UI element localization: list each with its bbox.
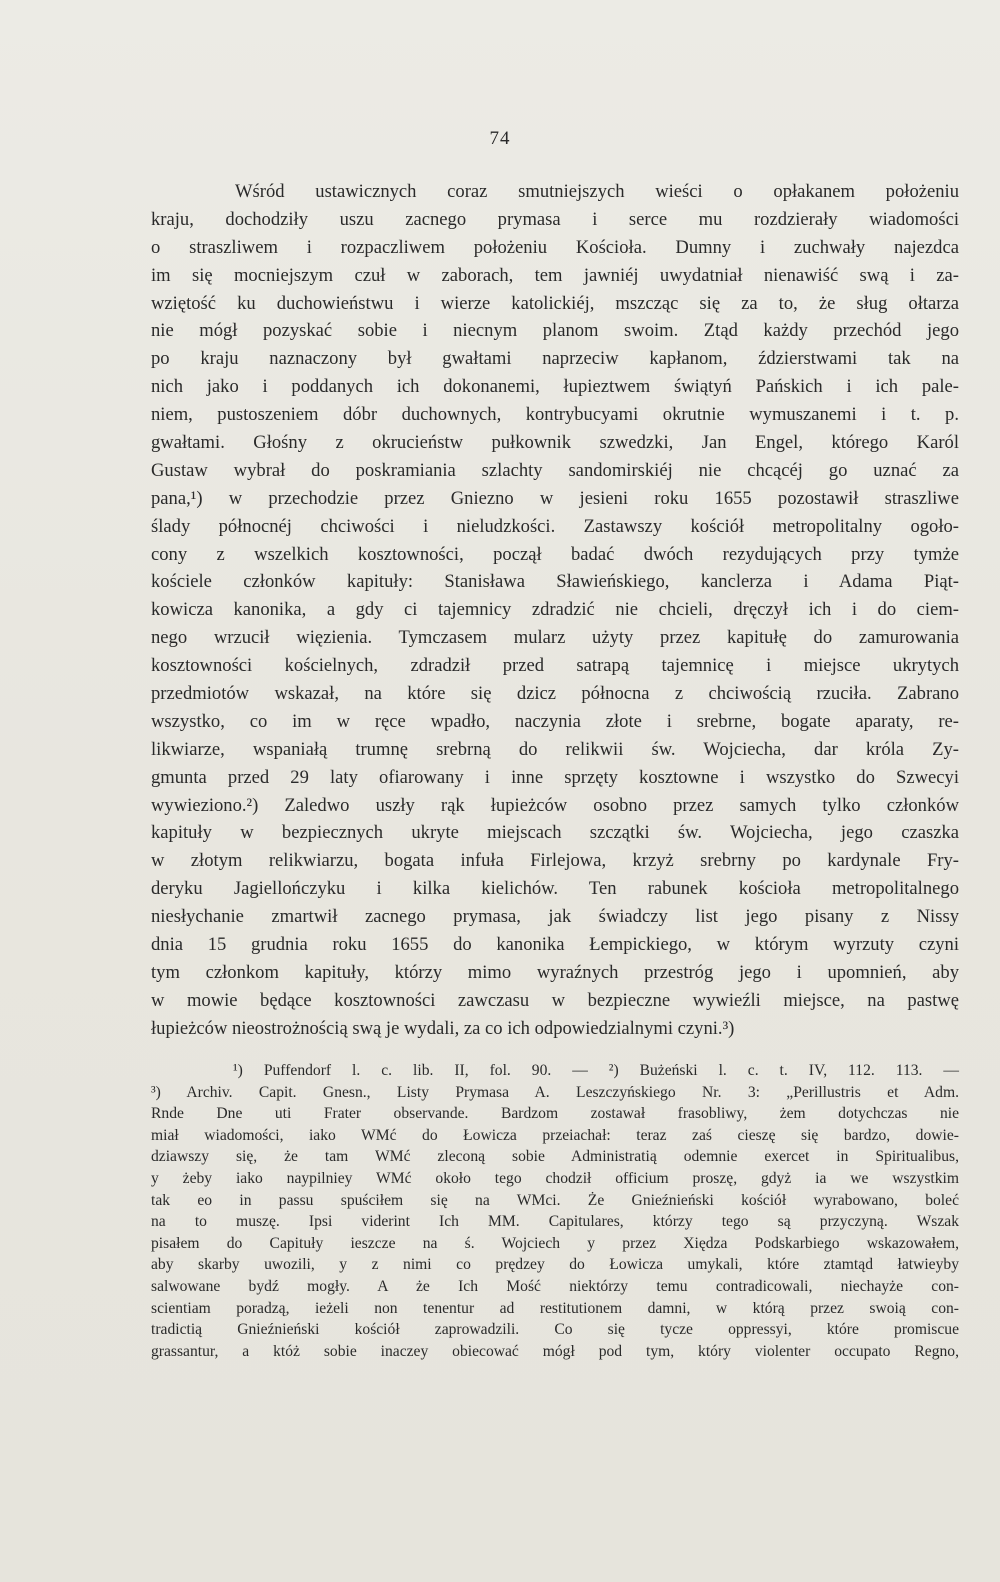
footnote-line: miał wiadomości, iako WMć do Łowicza przeiachał: teraz zaś cieszę się bardzo, dowie- <box>151 1126 959 1144</box>
text-line: wywieziono.²) Zaledwo uszły rąk łupieżców osobno przez samych tylko członków <box>151 794 959 816</box>
text-line: nie mógł pozyskać sobie i niecnym planom swoim. Ztąd każdy przechód jego <box>151 320 959 342</box>
text-line: pana,¹) w przechodzie przez Gniezno w jesieni roku 1655 pozostawił straszliwe <box>151 487 959 509</box>
text-line: kraju, dochodziły uszu zacnego prymasa i serce mu rozdzierały wiadomości <box>151 208 959 230</box>
text-line: im się mocniejszym czuł w zaborach, tem jawniéj uwydatniał nienawiść swą i za- <box>151 264 959 286</box>
text-line: kosztowności kościelnych, zdradził przed satrapą tajemnicę i miejsce ukrytych <box>151 655 959 677</box>
footnote-line: Rnde Dne uti Frater observande. Bardzom zostawał frasobliwy, żem dotychczas nie <box>151 1105 959 1123</box>
main-text <box>151 178 959 1043</box>
text-line: o straszliwem i rozpaczliwem położeniu Kościoła. Dumny i zuchwały najezdca <box>151 236 959 258</box>
footnote-line: scientiam poradzą, ieżeli non tenentur ad restitutionem damni, w którą przez swoią con- <box>151 1299 959 1317</box>
text-line: dnia 15 grudnia roku 1655 do kanonika Łempickiego, w którym wyrzuty czyni <box>151 934 959 956</box>
footnote-line: y żeby iako naypilniey WMć około tego chodził officium proszę, gdyż ia we wszystkim <box>151 1169 959 1187</box>
text-line: cony z wszelkich kosztowności, począł badać dwóch rezydujących przy tymże <box>151 543 959 565</box>
text-line: kowicza kanonika, a gdy ci tajemnicy zdradzić nie chcieli, dręczył ich i do ciem- <box>151 599 959 621</box>
text-line: Wśród ustawicznych coraz smutniejszych wieści o opłakanem położeniu <box>235 181 959 202</box>
text-line: przedmiotów wskazał, na które się dzicz północna z chciwością rzuciła. Zabrano <box>151 683 959 705</box>
footnote-line: pisałem do Capituły ieszcze na ś. Wojciech y przez Xiędza Podskarbiego wskazowałem, <box>151 1234 959 1252</box>
footnote-line: ³) Archiv. Capit. Gnesn., Listy Prymasa A. Leszczyńskiego Nr. 3: „Perillustris et Adm. <box>151 1083 959 1101</box>
text-line: tym członkom kapituły, którzy mimo wyraźnych przestróg jego i upomnień, aby <box>151 961 959 983</box>
text-line: kościele członków kapituły: Stanisława Sławieńskiego, kanclerza i Adama Piąt- <box>151 571 959 593</box>
text-line: deryku Jagiellończyku i kilka kielichów. Ten rabunek kościoła metropolitalnego <box>151 878 959 900</box>
text-line: likwiarze, wspaniałą trumnę srebrną do relikwii św. Wojciecha, dar króla Zy- <box>151 738 959 760</box>
footnote-line: ¹) Puffendorf l. c. lib. II, fol. 90. — ²) Bużeński l. c. t. IV, 112. 113. — <box>233 1062 959 1079</box>
footnote-line: tradictią Gnieźnieński kościół zaprowadzili. Co się tycze oppressyi, które promiscue <box>151 1321 959 1339</box>
text-line: po kraju naznaczony był gwałtami naprzeciw kapłanom, ździerstwami tak na <box>151 348 959 370</box>
text-line: w złotym relikwiarzu, bogata infuła Firlejowa, krzyż srebrny po kardynale Fry- <box>151 850 959 872</box>
text-line: w mowie będące kosztowności zawczasu w bezpieczne wywieźli miejsce, na pastwę <box>151 989 959 1011</box>
text-line: kapituły w bezpiecznych ukryte miejscach szczątki św. Wojciecha, jego czaszka <box>151 822 959 844</box>
text-line: gwałtami. Głośny z okrucieństw pułkownik szwedzki, Jan Engel, którego Karól <box>151 432 959 454</box>
text-line: Gustaw wybrał do poskramiania szlachty sandomirskiéj nie chcącéj go uznać za <box>151 459 959 481</box>
text-line: wszystko, co im w ręce wpadło, naczynia złote i srebrne, bogate aparaty, re- <box>151 710 959 732</box>
text-line: łupieżców nieostrożnością swą je wydali, za co ich odpowiedzialnymi czyni.³) <box>151 1017 735 1039</box>
footnote-line: grassantur, a któż sobie inaczey obiecować mógł pod tym, który violenter occupato Regno, <box>151 1342 959 1360</box>
footnote-line: dziawszy się, że tam WMć zleconą sobie Administratią odemnie exercet in Spiritualibus, <box>151 1148 959 1166</box>
footnotes <box>151 1060 959 1362</box>
footnote-line: na to muszę. Ipsi viderint Ich MM. Capitulares, którzy tego są przyczyną. Wszak <box>151 1213 959 1231</box>
footnote-line: tak eo in passu spuściłem się na WMci. Że Gnieźnieński kościół wyrabowano, boleć <box>151 1191 959 1209</box>
page-number: 74 <box>489 128 511 149</box>
text-line: niem, pustoszeniem dóbr duchownych, kontrybucyami okrutnie wymuszanemi i t. p. <box>151 404 959 426</box>
footnote-line: aby skarby uwozili, y z nimi co prędzey do Łowicza umykali, które ztamtąd łatwieyby <box>151 1256 959 1274</box>
text-line: wziętość ku duchowieństwu i wierze katolickiéj, mszcząc się za to, że sług ołtarza <box>151 292 959 314</box>
footnote-line: salwowane bydź mogły. A że Ich Mość niektórzy temu contradicowali, niechayże con- <box>151 1277 959 1295</box>
text-line: niesłychanie zmartwił zacnego prymasa, jak świadczy list jego pisany z Nissy <box>151 906 959 928</box>
text-line: ślady północnéj chciwości i nieludzkości. Zastawszy kościół metropolitalny ogoło- <box>151 515 959 537</box>
text-line: nego wrzucił więzienia. Tymczasem mularz użyty przez kapitułę do zamurowania <box>151 627 959 649</box>
text-line: gmunta przed 29 laty ofiarowany i inne sprzęty kosztowne i wszystko do Szwecyi <box>151 766 959 788</box>
text-line: nich jako i poddanych ich dokonanemi, łupieztwem świątyń Pańskich i ich pale- <box>151 376 959 398</box>
